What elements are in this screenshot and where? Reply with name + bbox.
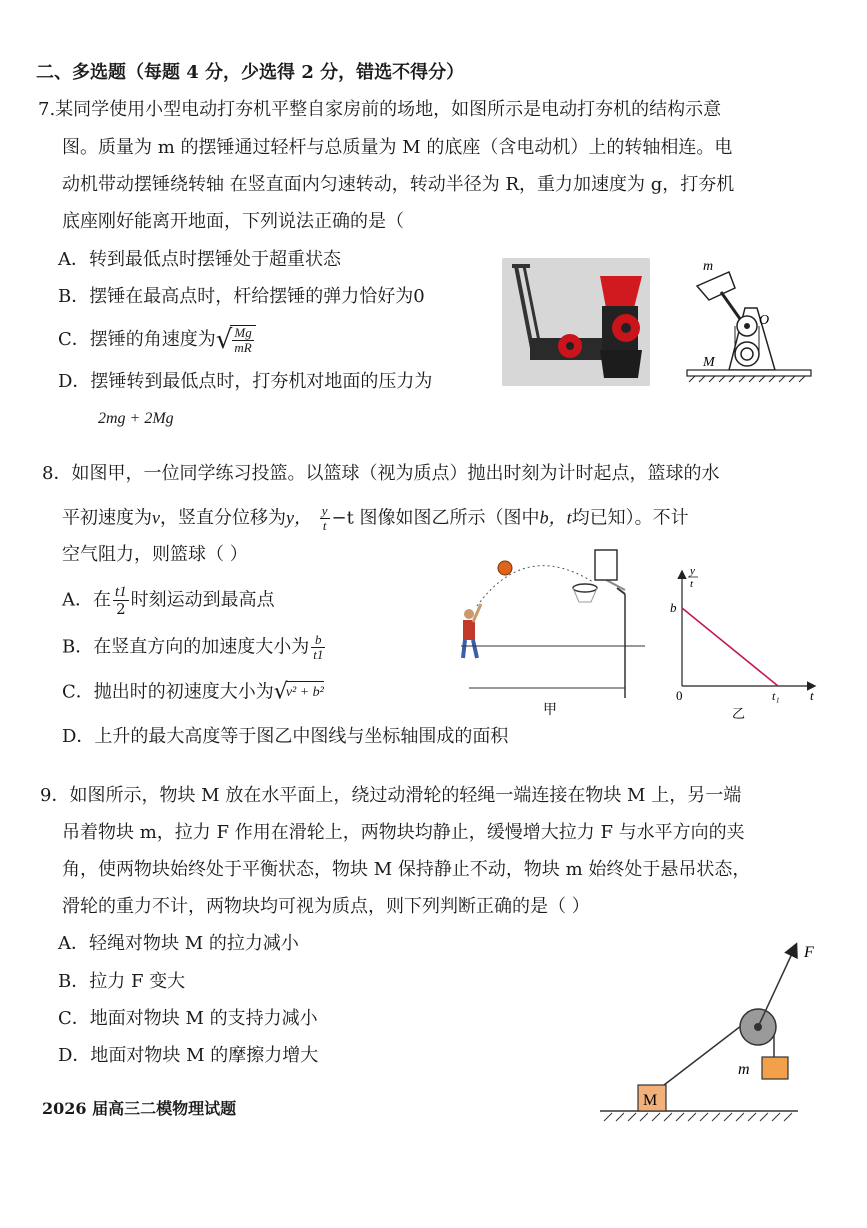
q7-option-a[interactable]: A．转到最低点时摆锤处于超重状态 [58,249,341,270]
figure-jia-label: 甲 [543,702,557,718]
q8-option-b[interactable] [62,633,327,662]
q7-option-c[interactable] [58,325,256,355]
block-M-label: M [643,1092,658,1109]
q8-line2-y: y， [286,507,312,528]
schematic-label-M: M [703,355,715,370]
q8-line2-frac-num: y [321,503,328,518]
q9-option-d[interactable]: D．地面对物块 M 的摩擦力增大 [58,1045,319,1066]
block-m [762,1057,788,1079]
q8-stem-line2 [62,504,689,533]
q8-a-denominator: 2 [116,600,126,618]
tamping-machine-schematic [685,258,815,388]
basketball-figure [455,548,645,718]
q7-stem-line2: 图。质量为 m 的摆锤通过轻杆与总质量为 M 的底座（含电动机）上的转轴相连。电 [62,137,733,158]
force-F-label: F [804,944,814,961]
graph-t1-label: t₁ [772,689,780,703]
q8-line2-part-c: ，竖直分位移为 [160,507,286,529]
q9-stem-line4: 滑轮的重力不计，两物块均可视为质点，则下列判断正确的是（ ） [62,896,590,917]
graph-y-den: t [690,578,694,590]
page-footer: 2026 届高三二模物理试题 [42,1099,237,1118]
q9-option-b[interactable]: B．拉力 F 变大 [58,971,186,992]
graph-origin-label: 0 [676,688,683,703]
q7-stem-line1: 7.某同学使用小型电动打夯机平整自家房前的场地，如图所示是电动打夯机的结构示意 [38,99,722,120]
graph-y-num: y [690,565,695,577]
q9-stem-line3: 角，使两物块始终处于平衡状态，物块 M 保持静止不动，物块 m 始终处于悬吊状态， [62,859,751,880]
q7-option-d-value: 2mg + 2Mg [98,410,174,427]
q7-stem-line4: 底座刚好能离开地面，下列说法正确的是（ [62,211,404,232]
q7-option-c-radicand [230,325,255,355]
sqrt-sign: √ [215,325,233,355]
q8-a-numerator: t1 [115,584,127,600]
q8-option-c[interactable] [62,681,324,704]
q8-line2-part-h: 均已知）。不计 [571,507,689,529]
q8-option-a-suffix: 时刻运动到最高点 [130,589,275,611]
q7-option-c-label: C．摆锤的角速度为 [58,329,216,350]
schematic-label-m: m [703,259,714,274]
q8-line2-part-e: −t 图像如图乙所示（图中 [331,507,540,529]
q9-option-c[interactable]: C．地面对物块 M 的支持力减小 [58,1008,318,1029]
graph-b-label: b [670,600,677,615]
q8-option-a-prefix: A．在 [62,589,111,611]
q9-stem-line1: 9．如图所示，物块 M 放在水平面上，绕过动滑轮的轻绳一端连接在物块 M 上，另一端 [40,785,742,806]
q8-option-c-prefix: C．抛出时的初速度大小为 [62,681,274,703]
block-m-label: m [738,1061,750,1078]
q8-stem-line3: 空气阻力，则篮球（ ） [62,544,248,565]
figure-yi-label: 乙 [732,707,746,722]
tamping-machine-photo [502,258,650,386]
q7-option-b[interactable]: B．摆锤在最高点时，杆给摆锤的弹力恰好为0 [58,286,425,307]
q7-c-denominator: mR [234,340,252,355]
q7-option-d[interactable]: D．摆锤转到最低点时，打夯机对地面的压力为 [58,371,433,392]
q8-option-d[interactable]: D．上升的最大高度等于图乙中图线与坐标轴围成的面积 [62,726,509,747]
pulley-figure [598,935,818,1125]
q8-line2-v: v [152,507,160,528]
q7-c-numerator: Mg [234,325,252,340]
q8-stem-line1: 8．如图甲，一位同学练习投篮。以篮球（视为质点）抛出时刻为计时起点，篮球的水 [42,463,720,484]
q8-line2-b: b， [539,507,567,528]
tamping-machine-drawing [502,258,650,386]
q8-line2-t: t [566,507,572,528]
q8-c-radicand: v² + b² [286,681,324,704]
q8-option-a[interactable] [62,584,275,617]
q7-stem-line3: 动机带动摆锤绕转轴 在竖直面内匀速转动，转动半径为 R，重力加速度为 g，打夯机 [62,174,735,195]
q8-b-numerator: b [311,633,325,648]
q8-line2-frac-den: t [322,518,327,533]
q8-b-denominator: t1 [313,647,324,662]
sqrt-sign: √ [273,679,288,705]
q8-option-b-prefix: B．在竖直方向的加速度大小为 [62,636,310,658]
section-header: 二、多选题（每题 4 分，少选得 2 分，错选不得分） [36,62,465,83]
q9-stem-line2: 吊着物块 m，拉力 F 作用在滑轮上，两物块均静止，缓慢增大拉力 F 与水平方向的夹 [62,822,745,843]
schematic-label-O: O [759,313,770,328]
q8-line2-part-a: 平初速度为 [62,507,152,529]
graph-t-label: t [810,688,814,703]
yt-graph [662,562,822,722]
yt-line [682,608,778,686]
q9-option-a[interactable]: A．轻绳对物块 M 的拉力减小 [58,933,299,954]
